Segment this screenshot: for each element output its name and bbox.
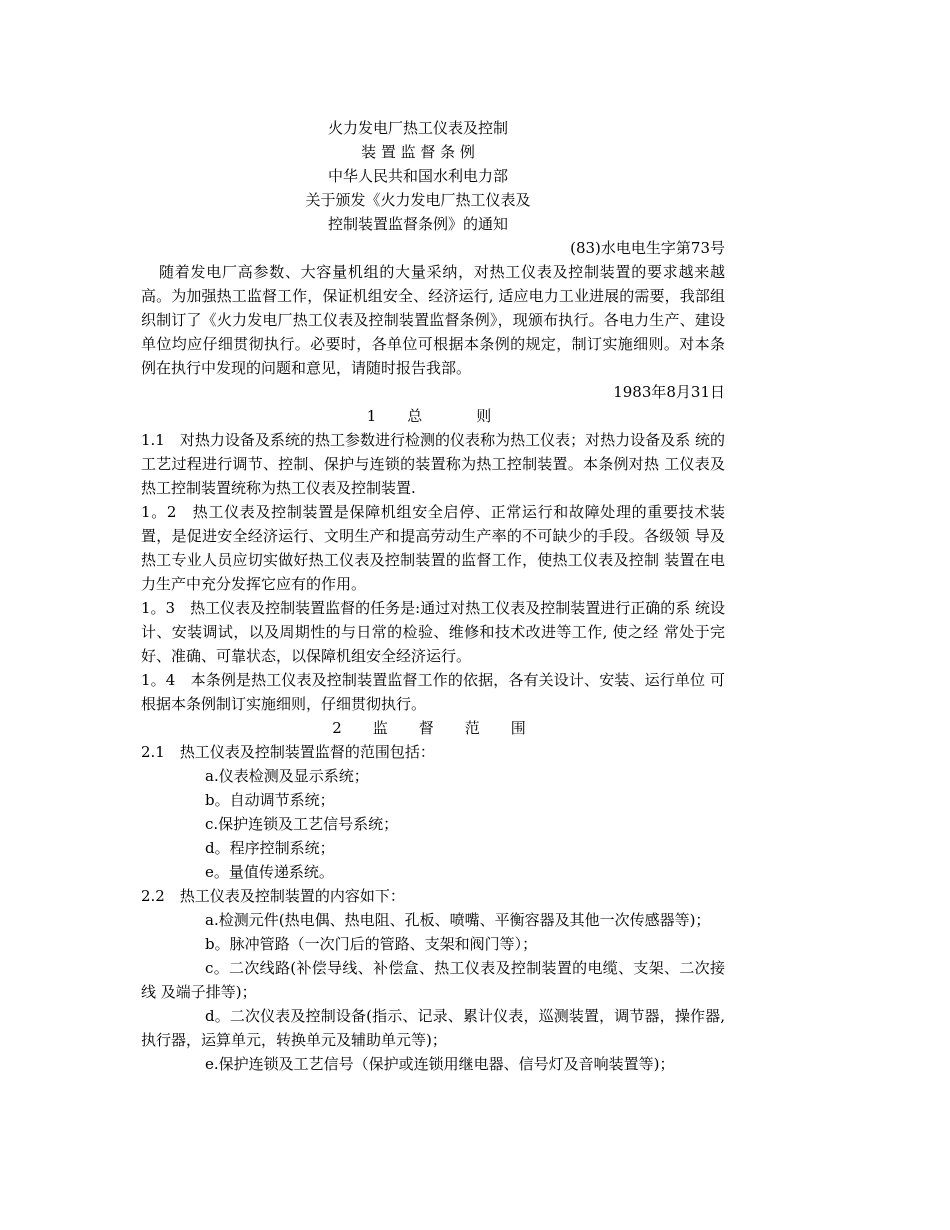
title-line-5: 控制装置监督条例》的通知 [327, 215, 508, 233]
list-item: c.保护连锁及工艺信号系统； [205, 815, 399, 833]
clause-2-2: 2.2 热工仪表及控制装置的内容如下： [141, 887, 405, 905]
list-item: a.检测元件(热电偶、热电阻、孔板、喷嘴、平衡容器及其他一次传感器等)； [205, 911, 711, 929]
title-line-2: 装 置 监 督 条 例 [361, 143, 475, 161]
title-line-1: 火力发电厂热工仪表及控制 [327, 119, 508, 137]
clause-1-4: 1。4 本条例是热工仪表及控制装置监督工作的依据，各有关设计、安装、运行单位 可根据本条例制订实施细则，仔细贯彻执行。 [141, 671, 725, 713]
clause-2-1: 2.1 热工仪表及控制装置监督的范围包括： [141, 743, 435, 761]
section-2-heading: 2 监 督 范 围 [332, 719, 534, 737]
section-1-heading: 1 总 则 [366, 407, 500, 425]
clause-1-2: 1。2 热工仪表及控制装置是保障机组安全启停、正常运行和故障处理的重要技术装 置，是促进安全经济运行、文明生产和提高劳动生产率的不可缺少的手段。各级领 导及热工专业人员应切实做好热工仪表及控制装置的监督工作，使热工仪表及控制 装置在电力生产中充分发挥它应有的作用。 [141, 503, 725, 593]
intro-paragraph: 随着发电厂高参数、大容量机组的大量采纳，对热工仪表及控制装置的要求越来越高。为加强热工监督工作，保证机组安全、经济运行, 适应电力工业进展的需要，我部组织制订了《火力发电厂热工仪表及控制装置监督条例》，现颁布执行。各电力生产、建设单位均应仔细贯彻执行。必要时，各单位可根据本条例的规定，制订实施细则。对本条例在执行中发现的问题和意见，请随时报告我部。 [141, 263, 725, 377]
list-item: b。脉冲管路（一次门后的管路、支架和阀门等）； [205, 935, 538, 953]
clause-1-3: 1。3 热工仪表及控制装置监督的任务是:通过对热工仪表及控制装置进行正确的系 统设计、安装调试，以及周期性的与日常的检验、维修和技术改进等工作, 使之经 常处于完好、准确、可靠状态，以保障机组安全经济运行。 [141, 599, 725, 665]
document-page [141, 116, 725, 1076]
list-item: b。自动调节系统； [205, 791, 335, 809]
list-item: a.仪表检测及显示系统； [205, 767, 369, 785]
title-line-3: 中华人民共和国水利电力部 [327, 167, 508, 185]
title-line-4: 关于颁发《火力发电厂热工仪表及 [305, 191, 531, 209]
document-date: 1983年8月31日 [613, 383, 725, 401]
clause-1-1: 1.1 对热力设备及系统的热工参数进行检测的仪表称为热工仪表；对热力设备及系 统的工艺过程进行调节、控制、保护与连锁的装置称为热工控制装置。本条例对热 工仪表及热工控制装置统称为热工仪表及控制装置. [141, 431, 725, 497]
list-item: d。程序控制系统； [205, 839, 335, 857]
list-item: e。量值传递系统。 [205, 863, 334, 881]
list-item: e.保护连锁及工艺信号（保护或连锁用继电器、信号灯及音响装置等)； [205, 1055, 675, 1073]
list-item: c。二次线路(补偿导线、补偿盒、热工仪表及控制装置的电缆、支架、二次接线 及端子排等)； [141, 959, 725, 1001]
document-number: (83)水电电生字第73号 [570, 239, 725, 257]
title-block [111, 116, 725, 236]
list-item: d。二次仪表及控制设备(指示、记录、累计仪表，巡测装置，调节器，操作器, 执行器，运算单元，转换单元及辅助单元等)； [141, 1007, 725, 1049]
